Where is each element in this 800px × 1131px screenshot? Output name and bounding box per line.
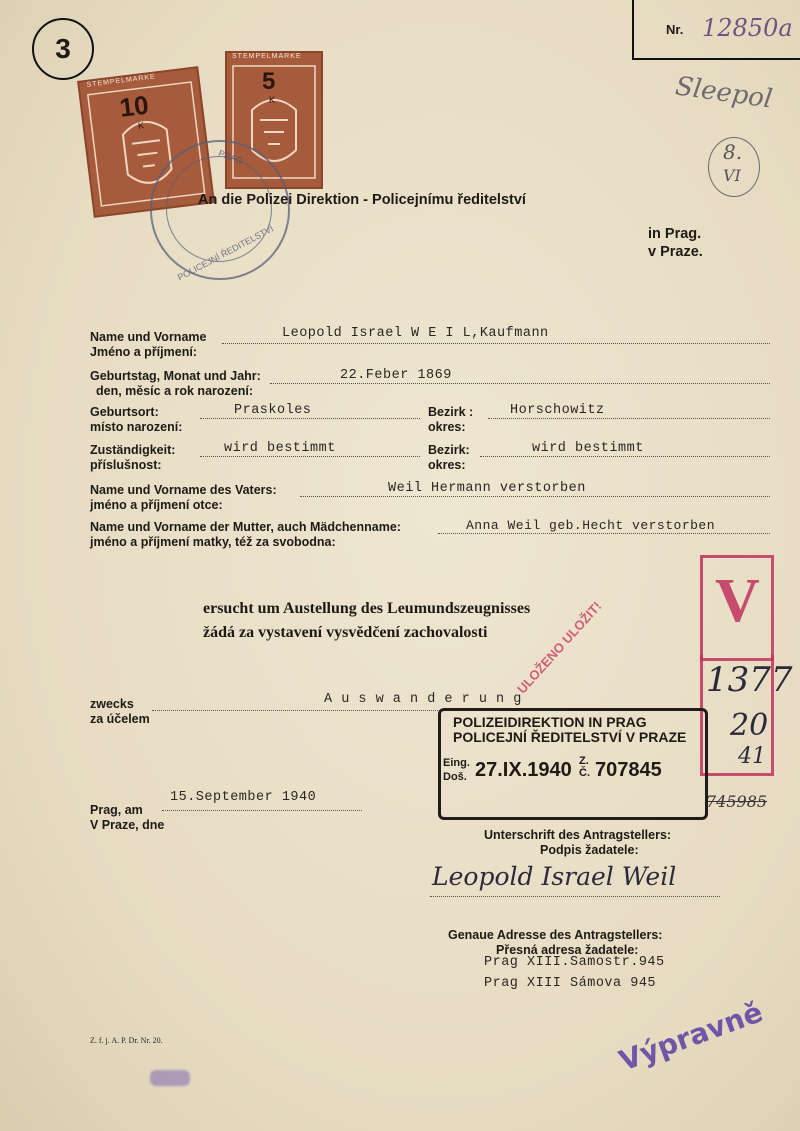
red-stamp-num3: 41 [738, 744, 766, 769]
entry-stamp-eing: Eing. [443, 757, 470, 769]
red-stamp-num1: 1377 [706, 660, 793, 700]
entry-stamp-number: 707845 [595, 759, 662, 781]
domicile-label-cz: příslušnost: [90, 458, 162, 472]
diagonal-red-stamp: ULOŽENO ULOŽIT! [514, 598, 605, 697]
red-stamp-num2: 20 [730, 708, 769, 743]
round-stamp-top: PRAG [217, 147, 245, 167]
address-label-cz: Přesná adresa žadatele: [496, 943, 639, 957]
entry-stamp [438, 708, 708, 820]
entry-stamp-date: 27.IX.1940 [475, 759, 572, 781]
ink-smudge [150, 1070, 190, 1086]
entry-stamp-line1: POLIZEIDIREKTION IN PRAG [453, 714, 647, 730]
mother-value: Anna Weil geb.Hecht verstorben [466, 518, 716, 533]
place-label-de: Prag, am [90, 803, 143, 817]
red-v-letter: V [715, 567, 760, 635]
handwritten-circle-line2: VI [723, 166, 741, 185]
revenue-stamp-5k-top: STEMPELMARKE [232, 53, 302, 60]
birthplace-label-de: Geburtsort: [90, 405, 159, 419]
purpose-label-de: zwecks [90, 697, 134, 711]
birthplace-district-value: Horschowitz [510, 403, 605, 418]
handwritten-circle [708, 137, 760, 197]
place-label-cz: V Praze, dne [90, 818, 165, 832]
birthplace-value: Praskoles [234, 403, 312, 418]
entry-stamp-zc: Z. Č. [579, 755, 590, 779]
request-de: ersucht um Austellung des Leumundszeugnisses [203, 600, 531, 617]
mother-label-de: Name und Vorname der Mutter, auch Mädchenname: [90, 520, 401, 534]
nr-value: 12850a [702, 14, 793, 42]
domicile-district-value: wird bestimmt [532, 441, 644, 456]
birthplace-district-label-cz: okres: [428, 420, 466, 434]
vypravne-stamp: Výpravně [614, 995, 767, 1078]
father-label-cz: jméno a příjmení otce: [90, 498, 223, 512]
father-label-de: Name und Vorname des Vaters: [90, 483, 277, 497]
entry-stamp-line2: POLICEJNÍ ŘEDITELSTVÍ V PRAZE [453, 729, 687, 745]
form-number: 3 [55, 33, 71, 64]
domicile-label-de: Zuständigkeit: [90, 443, 176, 457]
revenue-stamp-5k-value: 5 [262, 68, 276, 95]
purpose-value: A u s w a n d e r u n g [324, 692, 522, 707]
struck-number: 745985 [706, 792, 768, 811]
city-de: in Prag. [648, 226, 702, 242]
birth-label-de: Geburtstag, Monat und Jahr: [90, 369, 261, 383]
form-number-circle [32, 18, 94, 80]
signature-value: Leopold Israel Weil [432, 862, 677, 891]
domicile-district-label-cz: okres: [428, 458, 466, 472]
signature-label-cz: Podpis žadatele: [540, 843, 639, 857]
revenue-stamp-5k-unit: K [269, 95, 276, 105]
round-police-stamp [150, 140, 290, 283]
nr-label: Nr. [666, 22, 684, 37]
revenue-stamp-10k-value: 10 [117, 89, 151, 123]
city-cz: v Praze. [648, 244, 703, 260]
date-value: 15.September 1940 [170, 790, 317, 805]
revenue-stamp-10k-unit: K [137, 120, 145, 131]
addressee: An die Polizei Direktion - Policejnímu ředitelství [198, 192, 526, 208]
name-label-de: Name und Vorname [90, 330, 207, 344]
form-code: Z. f. j. A. P. Dr. Nr. 20. [90, 1036, 163, 1045]
domicile-district-label-de: Bezirk: [428, 443, 470, 457]
signature-label-de: Unterschrift des Antragstellers: [484, 828, 672, 842]
request-cz: žádá za vystavení vysvědčení zachovalosti [203, 624, 488, 641]
domicile-value: wird bestimmt [224, 441, 336, 456]
address-line2: Prag XIII Sámova 945 [484, 976, 657, 991]
handwritten-circle-line1: 8. [723, 140, 743, 164]
red-v-stamp [700, 555, 774, 661]
revenue-stamp-10k-top: STEMPELMARKE [86, 73, 157, 89]
birth-label-cz: den, měsíc a rok narození: [96, 384, 253, 398]
mother-label-cz: jméno a příjmení matky, též za svobodna: [90, 535, 336, 549]
round-stamp-text: POLICEJNÍ ŘEDITELSTVÍ [175, 223, 276, 283]
name-label-cz: Jméno a příjmení: [90, 345, 197, 359]
name-value: Leopold Israel W E I L,Kaufmann [282, 326, 549, 341]
purpose-label-cz: za účelem [90, 712, 150, 726]
address-line1: Prag XIII.Samostr.945 [484, 955, 665, 970]
birthplace-district-label-de: Bezirk : [428, 405, 474, 419]
entry-stamp-dos: Doš. [443, 771, 467, 783]
address-label-de: Genaue Adresse des Antragstellers: [448, 928, 663, 942]
birthplace-label-cz: místo narození: [90, 420, 183, 434]
handwritten-note: Sleepol [673, 71, 775, 115]
nr-box [632, 0, 800, 60]
birth-value: 22.Feber 1869 [340, 368, 452, 383]
father-value: Weil Hermann verstorben [388, 481, 586, 496]
